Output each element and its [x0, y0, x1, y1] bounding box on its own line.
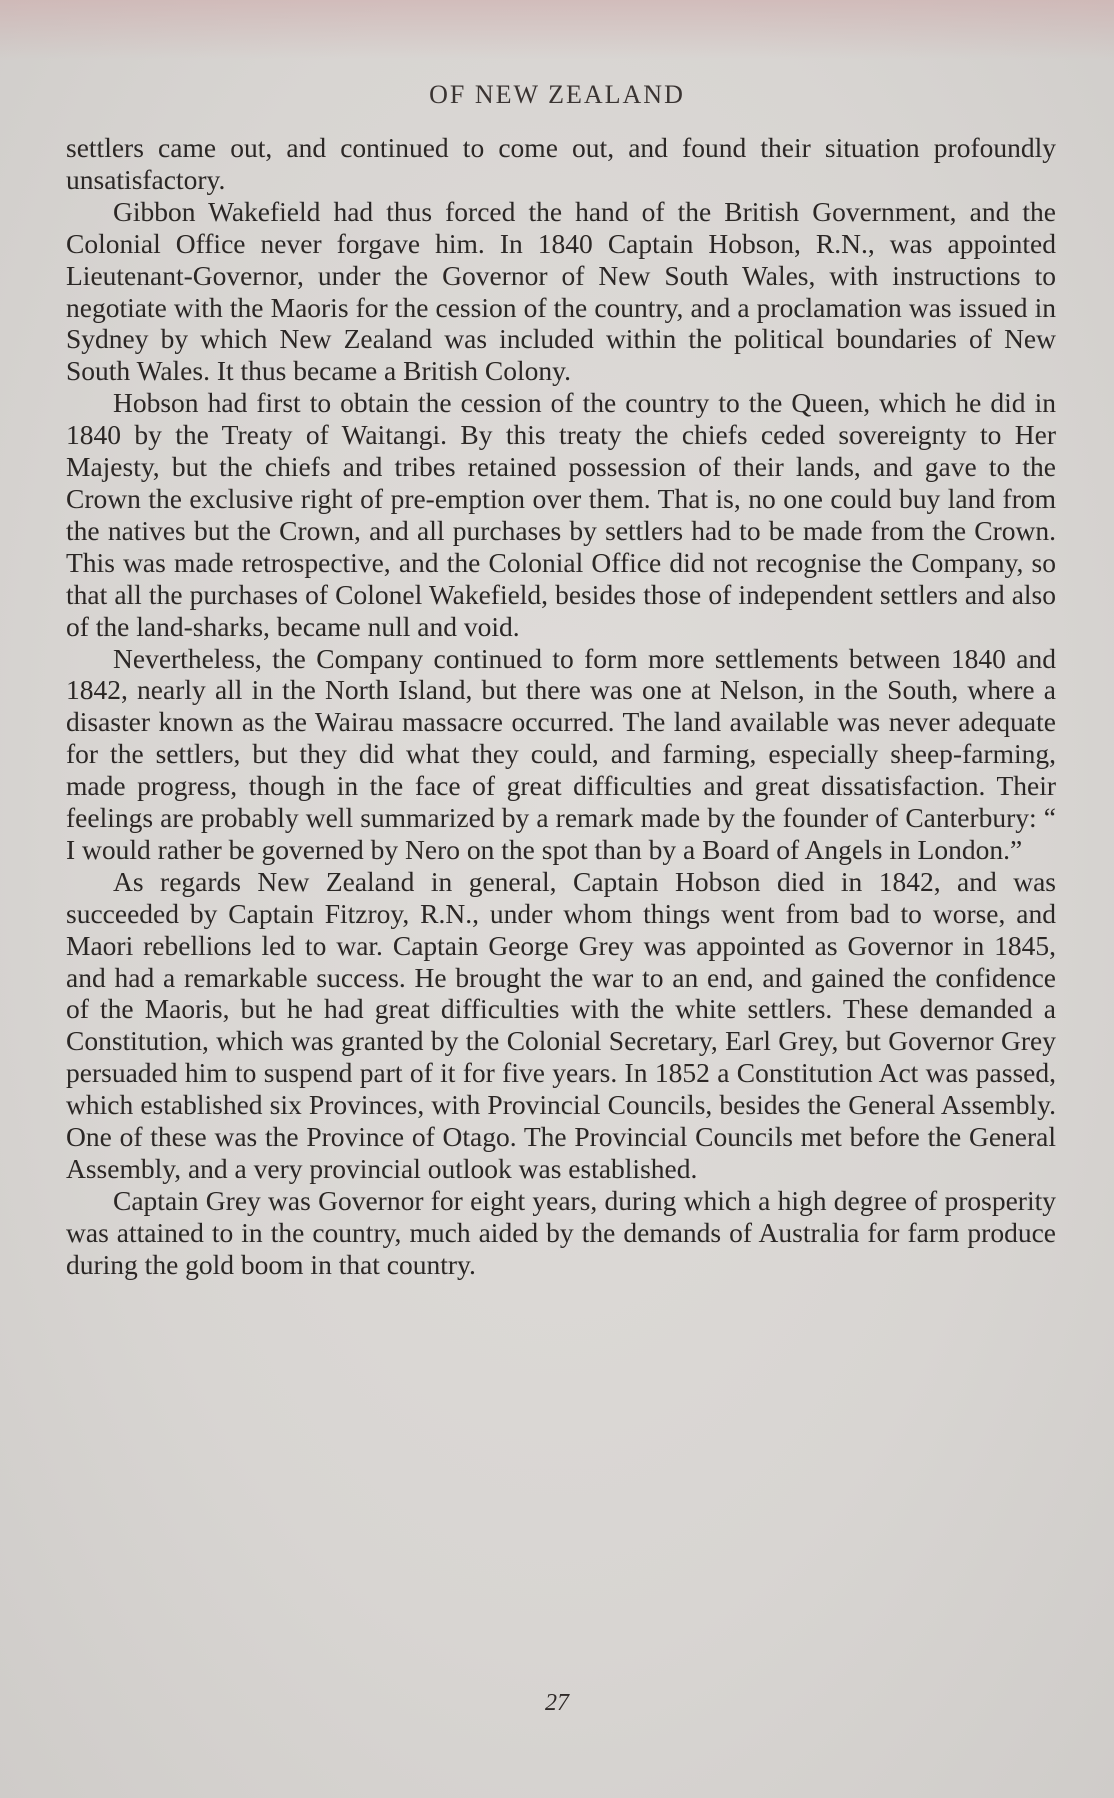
- page-edge-stain: [0, 0, 1114, 60]
- paragraph-4: Nevertheless, the Company continued to form more settlements between 1840 and 1842, nearly all in the North Island, but there was one at Nelson, in the South, where a disaster known as the Wairau massacre occurred. The land available was never adequate for the settlers, but they did what they could, and farming, especially sheep-farming, made progress, though in the face of great difficulties and great dissatisfaction. Their feelings are probably well summarized by a remark made by the founder of Canterbury: “ I would rather be governed by Nero on the spot than by a Board of Angels in London.”: [66, 642, 1056, 865]
- running-head: OF NEW ZEALAND: [429, 80, 685, 109]
- paragraph-1: settlers came out, and continued to come out, and found their situation profoundly unsatisfactory.: [66, 132, 1056, 195]
- body-text: [66, 132, 1056, 1281]
- paragraph-6: Captain Grey was Governor for eight years, during which a high degree of prosperity was attained to in the country, much aided by the demands of Australia for farm produce during the gold boom in that country.: [66, 1184, 1056, 1280]
- paragraph-2: Gibbon Wakefield had thus forced the hand of the British Government, and the Colonial Office never forgave him. In 1840 Captain Hobson, R.N., was appointed Lieutenant-Governor, under the Governor of New South Wales, with instructions to negotiate with the Maoris for the cession of the country, and a proclamation was issued in Sydney by which New Zealand was included within the political boundaries of New South Wales. It thus became a British Colony.: [66, 195, 1056, 387]
- page-number: 27: [545, 1690, 569, 1716]
- paragraph-5: As regards New Zealand in general, Captain Hobson died in 1842, and was succeeded by Captain Fitzroy, R.N., under whom things went from bad to worse, and Maori rebellions led to war. Captain George Grey was appointed as Governor in 1845, and had a remarkable success. He brought the war to an end, and gained the confidence of the Maoris, but he had great difficulties with the white settlers. These demanded a Constitution, which was granted by the Colonial Secretary, Earl Grey, but Governor Grey persuaded him to suspend part of it for five years. In 1852 a Constitution Act was passed, which established six Provinces, with Provincial Councils, besides the General Assembly. One of these was the Province of Otago. The Provincial Councils met before the General Assembly, and a very provincial outlook was established.: [66, 865, 1056, 1184]
- paragraph-3: Hobson had first to obtain the cession of the country to the Queen, which he did in 1840 by the Treaty of Waitangi. By this treaty the chiefs ceded sovereignty to Her Majesty, but the chiefs and tribes retained possession of their lands, and gave to the Crown the exclusive right of pre-emption over them. That is, no one could buy land from the natives but the Crown, and all purchases by settlers had to be made from the Crown. This was made retrospective, and the Colonial Office did not recognise the Company, so that all the purchases of Colonel Wakefield, besides those of independent settlers and also of the land-sharks, became null and void.: [66, 387, 1056, 642]
